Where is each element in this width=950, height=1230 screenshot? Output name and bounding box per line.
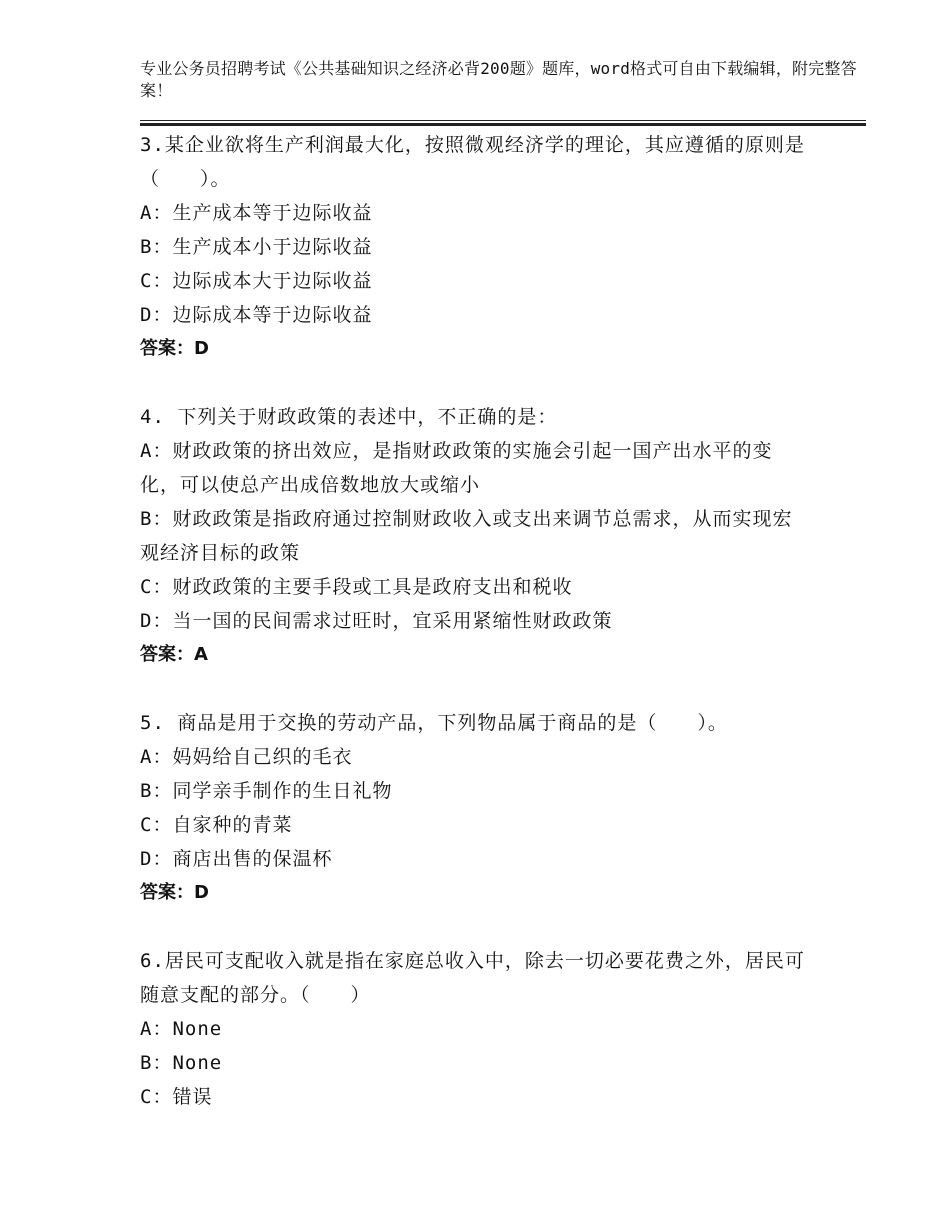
question-5 — [140, 706, 810, 910]
option-c: C：自家种的青菜 — [140, 814, 293, 836]
option-c: C：边际成本大于边际收益 — [140, 270, 373, 292]
header-divider — [140, 120, 866, 126]
answer-label: 答案：D — [140, 338, 209, 359]
option-c: C：错误 — [140, 1086, 213, 1108]
question-stem: 4. 下列关于财政政策的表述中，不正确的是： — [140, 406, 558, 428]
question-6 — [140, 944, 810, 1114]
option-d: D：当一国的民间需求过旺时，宜采用紧缩性财政政策 — [140, 610, 613, 632]
option-b: B：财政政策是指政府通过控制财政收入或支出来调节总需求，从而实现宏观经济目标的政策 — [140, 508, 793, 564]
document-page — [140, 0, 866, 1230]
option-d: D：商店出售的保温杯 — [140, 848, 333, 870]
option-b: B：同学亲手制作的生日礼物 — [140, 780, 393, 802]
question-stem: 5. 商品是用于交换的劳动产品，下列物品属于商品的是（ ）。 — [140, 712, 728, 734]
answer-label: 答案：D — [140, 882, 209, 903]
option-a: A：妈妈给自己织的毛衣 — [140, 746, 353, 768]
option-b: B：None — [140, 1052, 223, 1074]
answer-label: 答案：A — [140, 644, 208, 665]
option-a: A：财政政策的挤出效应，是指财政政策的实施会引起一国产出水平的变化，可以使总产出成倍数地放大或缩小 — [140, 440, 773, 496]
question-3 — [140, 128, 810, 366]
option-c: C：财政政策的主要手段或工具是政府支出和税收 — [140, 576, 573, 598]
question-list — [140, 128, 810, 1114]
question-4 — [140, 400, 810, 672]
question-stem: 6.居民可支配收入就是指在家庭总收入中，除去一切必要花费之外，居民可随意支配的部分。（ ） — [140, 950, 805, 1006]
document-header: 专业公务员招聘考试《公共基础知识之经济必背200题》题库，word格式可自由下载编辑，附完整答案！ — [140, 59, 857, 100]
spacer — [140, 366, 810, 400]
option-d: D：边际成本等于边际收益 — [140, 304, 373, 326]
spacer — [140, 672, 810, 706]
option-b: B：生产成本小于边际收益 — [140, 236, 373, 258]
question-stem: 3.某企业欲将生产利润最大化，按照微观经济学的理论，其应遵循的原则是（ ）。 — [140, 134, 805, 190]
spacer — [140, 910, 810, 944]
option-a: A：None — [140, 1018, 223, 1040]
option-a: A：生产成本等于边际收益 — [140, 202, 373, 224]
